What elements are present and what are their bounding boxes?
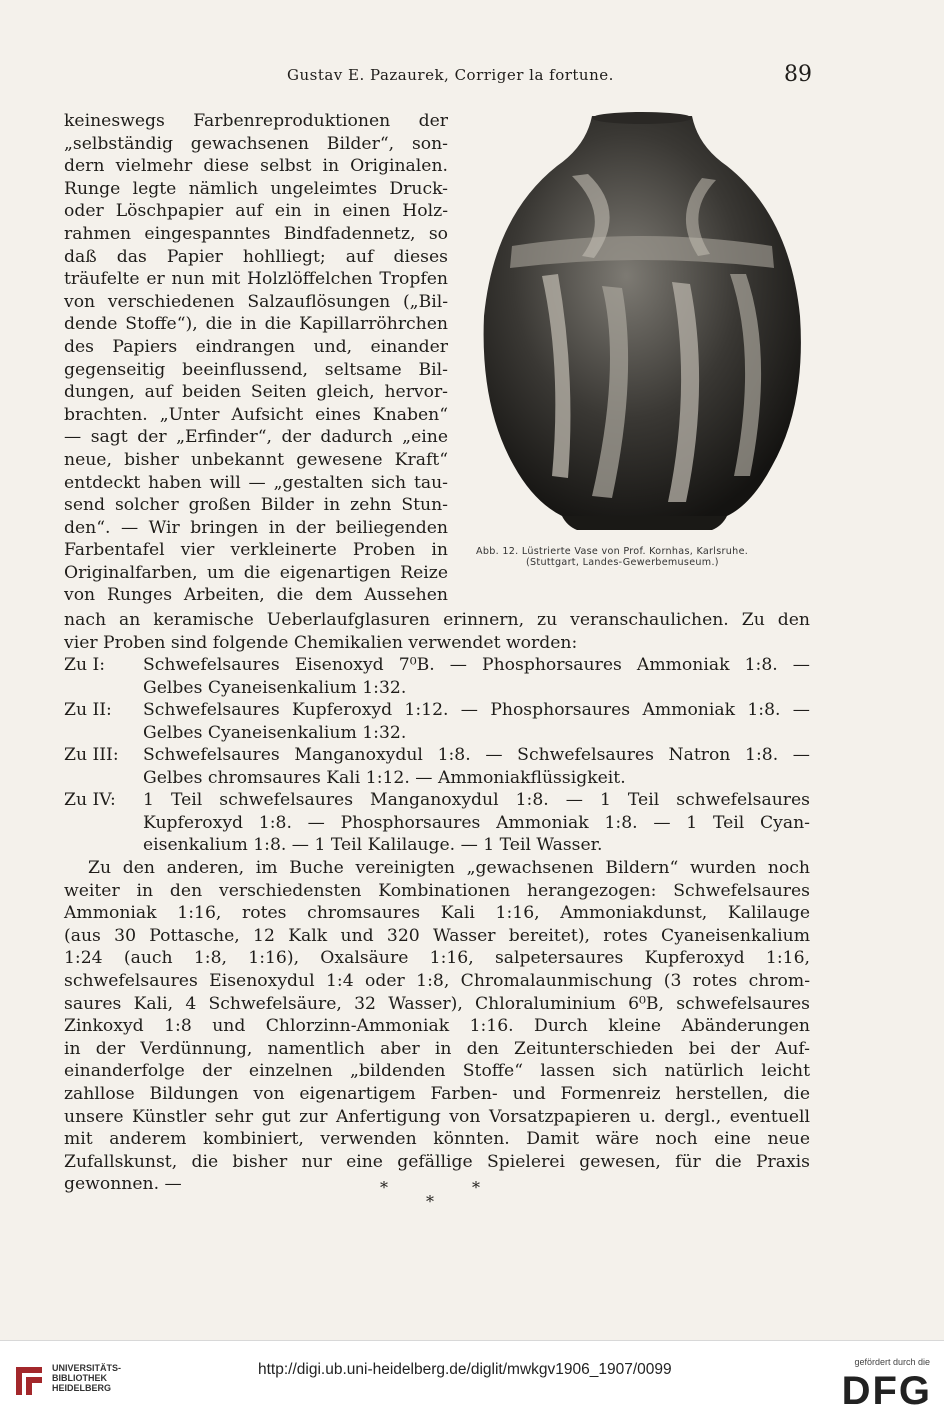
running-title: Gustav E. Pazaurek, Corriger la fortune. (287, 66, 614, 84)
university-name-line: BIBLIOTHEK (52, 1373, 107, 1383)
text-line: keineswegs Farbenreproduktionen der (64, 111, 448, 131)
text-line: den“. — Wir bringen in der beiliegenden (64, 517, 448, 538)
recipe-line: Gelbes chromsaures Kali 1:12. — Ammoniakflüssigkeit. (143, 767, 626, 788)
university-name-line: HEIDELBERG (52, 1383, 112, 1393)
vase-base-shadow (562, 516, 727, 530)
page-number: 89 (784, 62, 812, 87)
university-logo-icon (12, 1363, 46, 1399)
page-footer (0, 1340, 944, 1415)
text-line: des Papiers eindrangen und, einander (64, 336, 448, 357)
recipe-line: Gelbes Cyaneisenkalium 1:32. (143, 722, 407, 743)
text-line: Ammoniak 1:16, rotes chromsaures Kali 1:16, Ammoniakdunst, Kalilauge (64, 903, 810, 924)
text-line: zahllose Bildungen von eigenartigem Farben- und Formenreiz herstellen, die (64, 1083, 810, 1104)
text-line: gegenseitig beeinflussend, seltsame Bil- (64, 359, 448, 380)
page-header (62, 62, 812, 92)
text-line: Zu den anderen, im Buche vereinigten „gewachsenen Bildern“ wurden noch (88, 858, 810, 878)
text-line: send solcher großen Bilder in zehn Stun- (64, 495, 448, 516)
text-line: oder Löschpapier auf ein in einen Holz- (64, 201, 448, 222)
text-line: entdeckt haben will — „gestalten sich tau- (64, 472, 448, 493)
text-line: weiter in den verschiedensten Kombinationen herangezogen: Schwefelsaures (64, 880, 810, 901)
text-line: dende Stoffe“), die in die Kapillarröhrchen (64, 314, 448, 335)
separator-star: * (380, 1178, 388, 1197)
university-name (52, 1363, 121, 1393)
recipe-line: Schwefelsaures Manganoxydul 1:8. — Schwefelsaures Natron 1:8. — (143, 745, 810, 765)
text-line: Runge legte nämlich ungeleimtes Druck- (64, 178, 448, 199)
text-line: Farbentafel vier verkleinerte Proben in (64, 540, 448, 561)
text-line: mit anderem kombiniert, verwenden könnten. Damit wäre noch eine neue (64, 1129, 810, 1150)
text-line: unsere Künstler sehr gut zur Anfertigung von Vorsatzpapieren u. dergl., eventuell (64, 1106, 810, 1127)
text-line: daß das Papier hohlliegt; auf dieses (64, 246, 448, 267)
text-line: Originalfarben, um die eigenartigen Reize (64, 562, 448, 583)
text-line: von Runges Arbeiten, die dem Aussehen (64, 585, 448, 606)
text-line: „selbständig gewachsenen Bilder“, son- (64, 133, 448, 154)
recipe-line: Kupferoxyd 1:8. — Phosphorsaures Ammoniak 1:8. — 1 Teil Cyan- (143, 812, 810, 833)
text-line: Zufallskunst, die bisher nur eine gefällige Spielerei gewesen, für die Praxis (64, 1151, 810, 1172)
text-line: schwefelsaures Eisenoxydul 1:4 oder 1:8, Chromalaunmischung (3 rotes chrom- (64, 970, 810, 991)
text-line: dungen, auf beiden Seiten gleich, hervor- (64, 382, 448, 403)
recipe-label: Zu III: (64, 745, 119, 765)
vase-rim (592, 112, 692, 124)
text-line: brachten. „Unter Aufsicht eines Knaben“ (64, 404, 448, 425)
recipe-line: Gelbes Cyaneisenkalium 1:32. (143, 677, 407, 698)
text-line: vier Proben sind folgende Chemikalien verwendet worden: (64, 632, 578, 653)
recipe-label: Zu IV: (64, 790, 116, 810)
text-line: rahmen eingespanntes Bindfadennetz, so (64, 223, 448, 244)
caption-line: Abb. 12. Lüstrierte Vase von Prof. Kornhas, Karlsruhe. (476, 546, 749, 557)
text-line: neue, bisher unbekannt gewesene Kraft“ (64, 449, 448, 470)
recipe-label: Zu I: (64, 655, 106, 675)
final-paragraph (64, 857, 810, 1196)
caption-line: (Stuttgart, Landes-Gewerbemuseum.) (526, 557, 719, 568)
recipe-line: Schwefelsaures Eisenoxyd 7⁰B. — Phosphorsaures Ammoniak 1:8. — (143, 655, 810, 675)
vase-figure (472, 106, 812, 538)
text-line: (aus 30 Pottasche, 12 Kalk und 320 Wasser bereitet), rotes Cyaneisenkalium (64, 925, 810, 946)
text-line: von verschiedenen Salzauflösungen („Bil- (64, 291, 448, 312)
intro-paragraph (64, 609, 810, 654)
text-line: gewonnen. — (64, 1174, 182, 1195)
text-line: in der Verdünnung, namentlich aber in den Zeitunterschieden bei der Auf- (64, 1038, 810, 1059)
section-separator (368, 1174, 508, 1214)
sponsor-label: gefördert durch die (854, 1357, 930, 1367)
document-url-link[interactable]: http://digi.ub.uni-heidelberg.de/diglit/mwkgv1906_1907/0099 (258, 1361, 672, 1378)
text-line: saures Kali, 4 Schwefelsäure, 32 Wasser), Chloraluminium 6⁰B, schwefelsaures (64, 993, 810, 1014)
text-line: nach an keramische Ueberlaufglasuren erinnern, zu veranschaulichen. Zu den (64, 610, 810, 630)
column-text (64, 110, 448, 607)
text-line: Zinkoxyd 1:8 und Chlorzinn-Ammoniak 1:16. Durch kleine Abänderungen (64, 1016, 810, 1037)
separator-star: * (472, 1178, 480, 1197)
text-line: — sagt der „Erfinder“, der dadurch „eine (64, 427, 448, 448)
dfg-logo: DFG (841, 1369, 932, 1413)
text-line: einanderfolge der einzelnen „bildenden Stoffe“ lassen sich natürlich leicht (64, 1061, 810, 1082)
text-line: 1:24 (auch 1:8, 1:16), Oxalsäure 1:16, salpetersaures Kupferoxyd 1:16, (64, 948, 810, 969)
separator-star: * (426, 1192, 434, 1211)
figure-caption (476, 546, 816, 568)
recipe-line: Schwefelsaures Kupferoxyd 1:12. — Phosphorsaures Ammoniak 1:8. — (143, 700, 810, 720)
text-line: dern vielmehr diese selbst in Originalen. (64, 156, 448, 177)
university-name-line: UNIVERSITÄTS- (52, 1363, 122, 1373)
recipe-line: 1 Teil schwefelsaures Manganoxydul 1:8. — 1 Teil schwefelsaures (143, 790, 810, 810)
recipe-label: Zu II: (64, 700, 112, 720)
text-line: träufelte er nun mit Holzlöffelchen Tropfen (64, 269, 448, 290)
recipe-line: eisenkalium 1:8. — 1 Teil Kalilauge. — 1 Teil Wasser. (143, 835, 603, 856)
